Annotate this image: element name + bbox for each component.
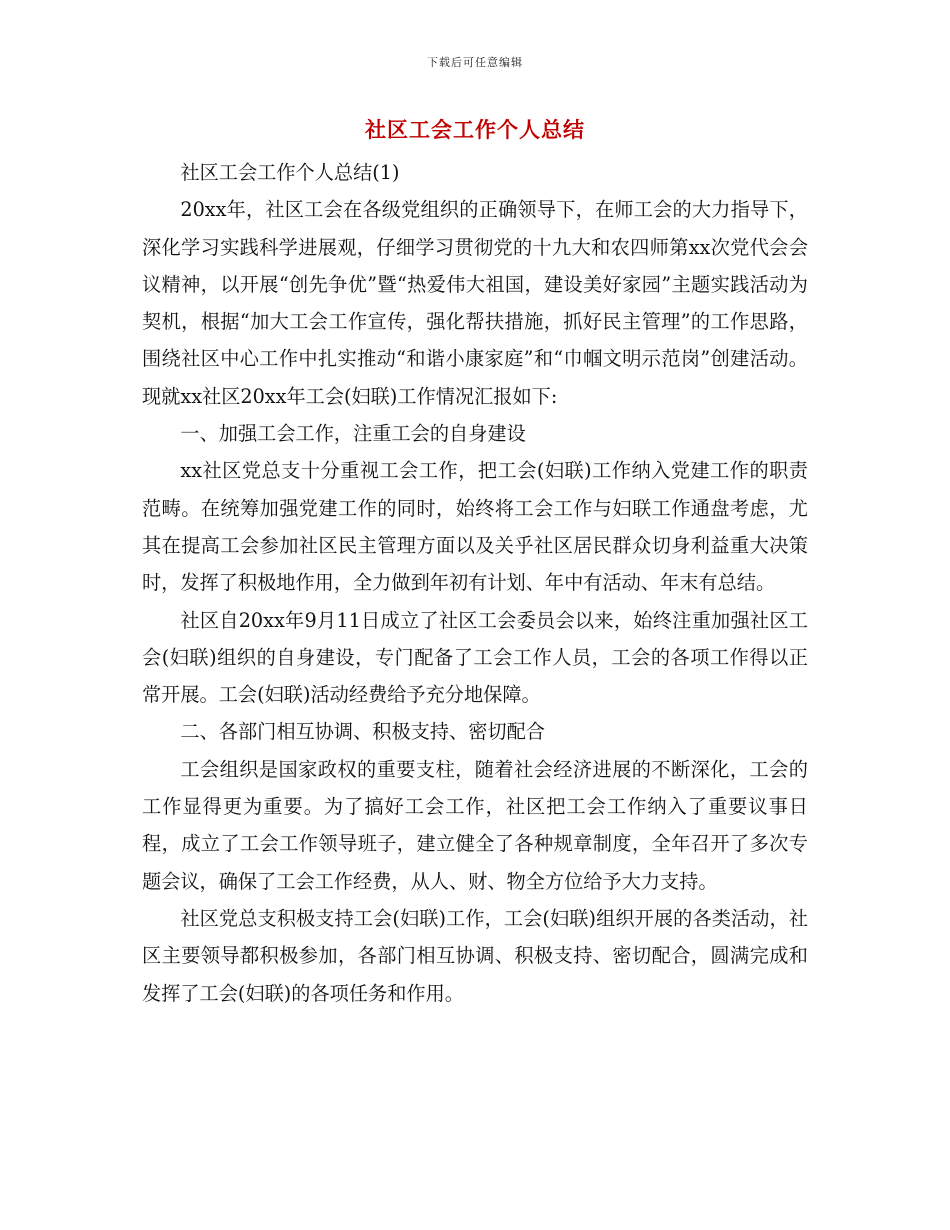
body-paragraph: 工会组织是国家政权的重要支柱，随着社会经济进展的不断深化，工会的工作显得更为重要。为了搞好工会工作，社区把工会工作纳入了重要议事日程，成立了工会工作领导班子，建立健全了各种规章制度，全年召开了多次专题会议，确保了工会工作经费，从人、财、物全方位给予大力支持。 (142, 757, 808, 893)
document-title: 社区工会工作个人总结 (365, 118, 585, 142)
header-note: 下载后可任意编辑 (427, 56, 523, 69)
body-paragraph: 社区党总支积极支持工会(妇联)工作，工会(妇联)组织开展的各类活动，社区主要领导都积极参加，各部门相互协调、积极支持、密切配合，圆满完成和发挥了工会(妇联)的各项任务和作用。 (142, 906, 808, 1005)
section-heading-2: 二、各部门相互协调、积极支持、密切配合 (180, 720, 545, 744)
section-heading-1: 一、加强工会工作，注重工会的自身建设 (180, 422, 526, 446)
document-body (142, 154, 808, 1012)
body-paragraph: xx社区党总支十分重视工会工作，把工会(妇联)工作纳入党建工作的职责范畴。在统筹加强党建工作的同时，始终将工会工作与妇联工作通盘考虑，尤其在提高工会参加社区民主管理方面以及关乎社区居民群众切身利益重大决策时，发挥了积极地作用，全力做到年初有计划、年中有活动、年末有总结。 (142, 459, 808, 595)
subtitle-paragraph: 社区工会工作个人总结(1) (180, 161, 400, 184)
body-paragraph: 社区自20xx年9月11日成立了社区工会委员会以来，始终注重加强社区工会(妇联)组织的自身建设，专门配备了工会工作人员，工会的各项工作得以正常开展。工会(妇联)活动经费给予充分地保障。 (142, 608, 808, 707)
intro-paragraph: 20xx年，社区工会在各级党组织的正确领导下，在师工会的大力指导下，深化学习实践科学进展观，仔细学习贯彻党的十九大和农四师第xx次党代会会议精神，以开展“创先争优”暨“热爱伟大祖国，建设美好家园”主题实践活动为契机，根据“加大工会工作宣传，强化帮扶措施，抓好民主管理”的工作思路，围绕社区中心工作中扎实推动“和谐小康家庭”和“巾帼文明示范岗”创建活动。现就xx社区20xx年工会(妇联)工作情况汇报如下: (142, 198, 808, 408)
